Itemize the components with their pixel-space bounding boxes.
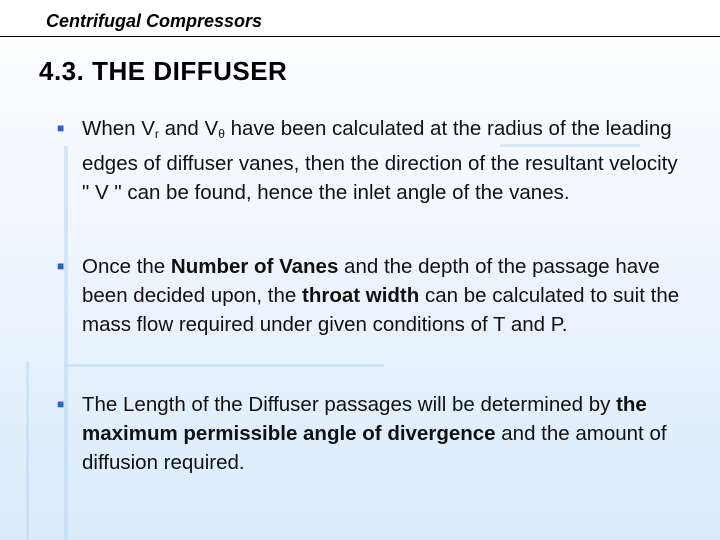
square-bullet-icon: ■ bbox=[57, 397, 65, 411]
decorative-band bbox=[64, 146, 68, 540]
square-bullet-icon: ■ bbox=[57, 259, 65, 273]
header-bar bbox=[0, 0, 720, 37]
decorative-band bbox=[26, 362, 29, 540]
bullet-text: Once the Number of Vanes and the depth of the passage have been decided upon, the throat width can be calculated to suit the mass flow required under given conditions of T and P. bbox=[82, 255, 680, 336]
decorative-band bbox=[64, 364, 384, 367]
page-title: 4.3. THE DIFFUSER bbox=[39, 56, 288, 86]
bullet-text: When $V_r$ and $V_\theta$ have been calculated at the radius of the leading edges of diffuser vanes, then the direction of the resultant velocity " V " can be found, hence the inlet angle of the vanes. bbox=[82, 117, 678, 204]
header-title: Centrifugal Compressors bbox=[46, 11, 263, 31]
bullet-text: The Length of the Diffuser passages will be determined by the maximum permissible angle of divergence and the amount of diffusion required. bbox=[82, 393, 667, 474]
square-bullet-icon: ■ bbox=[57, 121, 65, 135]
